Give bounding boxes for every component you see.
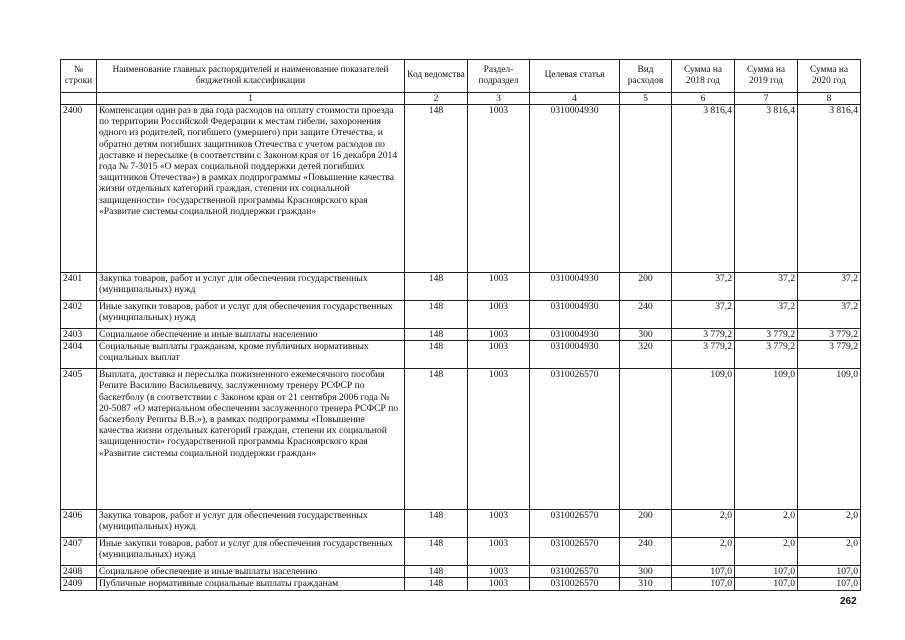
- row-num: 2405: [61, 369, 97, 510]
- row-razdel: 1003: [468, 566, 530, 578]
- row-razdel: 1003: [468, 301, 530, 329]
- row-sum-2019: 107,0: [735, 566, 798, 578]
- column-number: 4: [530, 93, 620, 105]
- row-sum-2019: 3 816,4: [735, 105, 798, 273]
- column-number: [61, 93, 97, 105]
- row-sum-2020: 107,0: [798, 578, 861, 590]
- row-num: 2400: [61, 105, 97, 273]
- row-target: 0310004930: [530, 273, 620, 301]
- header-2019: Сумма на 2019 год: [735, 60, 798, 93]
- row-sum-2018: 3 779,2: [672, 341, 735, 369]
- table-row: [61, 578, 861, 590]
- row-razdel: 1003: [468, 105, 530, 273]
- row-sum-2018: 109,0: [672, 369, 735, 510]
- row-sum-2018: 3 816,4: [672, 105, 735, 273]
- row-vid: 320: [620, 341, 672, 369]
- row-sum-2019: 37,2: [735, 273, 798, 301]
- header-2018: Сумма на 2018 год: [672, 60, 735, 93]
- row-target: 0310026570: [530, 538, 620, 566]
- row-num: 2406: [61, 510, 97, 538]
- column-number: 8: [798, 93, 861, 105]
- row-sum-2020: 107,0: [798, 566, 861, 578]
- row-name: Выплата, доставка и пересылка пожизненного ежемесячного пособия Репите Василию Васильевичу, заслуженному тренеру РСФСР по баскетболу (в соответствии с Законом края от 21 сентября 2006 года № 20-5087 «О материальном обеспечении заслуженного тренера РСФСР по баскетболу Репиты В.В.»), в рамках подпрограммы «Повышение качества жизни отдельных категорий граждан, степени их социальной защищенности» государственной программы Красноярского края «Развитие системы социальной поддержки граждан»: [97, 369, 405, 510]
- column-number: 6: [672, 93, 735, 105]
- row-num: 2401: [61, 273, 97, 301]
- column-number: 1: [97, 93, 405, 105]
- row-name: Публичные нормативные социальные выплаты гражданам: [97, 578, 405, 590]
- row-ved: 148: [405, 578, 468, 590]
- row-vid: 310: [620, 578, 672, 590]
- row-sum-2018: 2,0: [672, 538, 735, 566]
- table-row: [61, 510, 861, 538]
- row-name: Иные закупки товаров, работ и услуг для обеспечения государственных (муниципальных) нужд: [97, 538, 405, 566]
- table-header-row: [61, 60, 861, 93]
- row-name: Социальное обеспечение и иные выплаты населению: [97, 566, 405, 578]
- row-target: 0310026570: [530, 510, 620, 538]
- table-row: [61, 105, 861, 273]
- row-sum-2019: 2,0: [735, 510, 798, 538]
- header-name: Наименование главных распорядителей и наименование показателей бюджетной классификации: [97, 60, 405, 93]
- row-sum-2018: 107,0: [672, 578, 735, 590]
- row-razdel: 1003: [468, 538, 530, 566]
- row-sum-2019: 3 779,2: [735, 341, 798, 369]
- row-vid: 300: [620, 566, 672, 578]
- row-sum-2019: 109,0: [735, 369, 798, 510]
- row-sum-2020: 2,0: [798, 510, 861, 538]
- row-target: 0310004930: [530, 341, 620, 369]
- row-ved: 148: [405, 329, 468, 341]
- row-razdel: 1003: [468, 578, 530, 590]
- row-vid: 240: [620, 538, 672, 566]
- row-ved: 148: [405, 369, 468, 510]
- row-sum-2018: 107,0: [672, 566, 735, 578]
- row-razdel: 1003: [468, 369, 530, 510]
- row-target: 0310004930: [530, 329, 620, 341]
- column-number-row: [61, 93, 861, 105]
- row-num: 2409: [61, 578, 97, 590]
- row-sum-2020: 3 779,2: [798, 329, 861, 341]
- row-sum-2020: 2,0: [798, 538, 861, 566]
- row-sum-2018: 2,0: [672, 510, 735, 538]
- column-number: 2: [405, 93, 468, 105]
- row-vid: 240: [620, 301, 672, 329]
- row-razdel: 1003: [468, 329, 530, 341]
- table-row: [61, 301, 861, 329]
- row-vid: 300: [620, 329, 672, 341]
- row-ved: 148: [405, 105, 468, 273]
- header-target: Целевая статья: [530, 60, 620, 93]
- row-sum-2019: 3 779,2: [735, 329, 798, 341]
- table-row: [61, 273, 861, 301]
- table-row: [61, 566, 861, 578]
- row-name: Закупка товаров, работ и услуг для обеспечения государственных (муниципальных) нужд: [97, 510, 405, 538]
- row-ved: 148: [405, 301, 468, 329]
- row-sum-2018: 3 779,2: [672, 329, 735, 341]
- row-sum-2018: 37,2: [672, 273, 735, 301]
- row-sum-2019: 107,0: [735, 578, 798, 590]
- row-razdel: 1003: [468, 510, 530, 538]
- column-number: 7: [735, 93, 798, 105]
- row-vid: [620, 105, 672, 273]
- page-number: 262: [840, 596, 857, 607]
- row-ved: 148: [405, 273, 468, 301]
- table-row: [61, 369, 861, 510]
- row-sum-2019: 2,0: [735, 538, 798, 566]
- row-target: 0310026570: [530, 369, 620, 510]
- row-target: 0310026570: [530, 578, 620, 590]
- row-num: 2404: [61, 341, 97, 369]
- row-vid: 200: [620, 273, 672, 301]
- row-razdel: 1003: [468, 273, 530, 301]
- row-ved: 148: [405, 341, 468, 369]
- row-target: 0310004930: [530, 105, 620, 273]
- row-target: 0310004930: [530, 301, 620, 329]
- row-target: 0310026570: [530, 566, 620, 578]
- row-sum-2020: 109,0: [798, 369, 861, 510]
- row-num: 2408: [61, 566, 97, 578]
- table-row: [61, 538, 861, 566]
- row-sum-2019: 37,2: [735, 301, 798, 329]
- header-razdel: Раздел-подраздел: [468, 60, 530, 93]
- row-vid: [620, 369, 672, 510]
- table-row: [61, 329, 861, 341]
- row-ved: 148: [405, 566, 468, 578]
- row-name: Компенсация один раз в два года расходов на оплату стоимости проезда по территории Российской Федерации к местам гибели, захоронения одного из родителей, погибшего (умершего) при защите Отечества, и обратно детям погибших защитников Отечества с учетом расходов по доставке и пересылке (в соответствии с Законом края от 16 декабря 2014 года № 7-3015 «О мерах социальной поддержки детей погибших защитников Отечества») в рамках подпрограммы «Повышение качества жизни отдельных категорий граждан, степени их социальной защищенности» государственной программы Красноярского края «Развитие системы социальной поддержки граждан»: [97, 105, 405, 273]
- column-number: 5: [620, 93, 672, 105]
- row-ved: 148: [405, 538, 468, 566]
- header-ved: Код ведомства: [405, 60, 468, 93]
- header-2020: Сумма на 2020 год: [798, 60, 861, 93]
- row-num: 2407: [61, 538, 97, 566]
- row-vid: 200: [620, 510, 672, 538]
- budget-table: [60, 59, 861, 591]
- row-num: 2403: [61, 329, 97, 341]
- column-number: 3: [468, 93, 530, 105]
- row-name: Закупка товаров, работ и услуг для обеспечения государственных (муниципальных) нужд: [97, 273, 405, 301]
- header-vid: Вид расходов: [620, 60, 672, 93]
- row-sum-2018: 37,2: [672, 301, 735, 329]
- row-sum-2020: 3 779,2: [798, 341, 861, 369]
- row-sum-2020: 3 816,4: [798, 105, 861, 273]
- row-name: Социальное обеспечение и иные выплаты населению: [97, 329, 405, 341]
- row-razdel: 1003: [468, 341, 530, 369]
- table-row: [61, 341, 861, 369]
- row-ved: 148: [405, 510, 468, 538]
- row-num: 2402: [61, 301, 97, 329]
- header-num: № строки: [61, 60, 97, 93]
- row-sum-2020: 37,2: [798, 301, 861, 329]
- row-name: Социальные выплаты гражданам, кроме публичных нормативных социальных выплат: [97, 341, 405, 369]
- row-sum-2020: 37,2: [798, 273, 861, 301]
- row-name: Иные закупки товаров, работ и услуг для обеспечения государственных (муниципальных) нужд: [97, 301, 405, 329]
